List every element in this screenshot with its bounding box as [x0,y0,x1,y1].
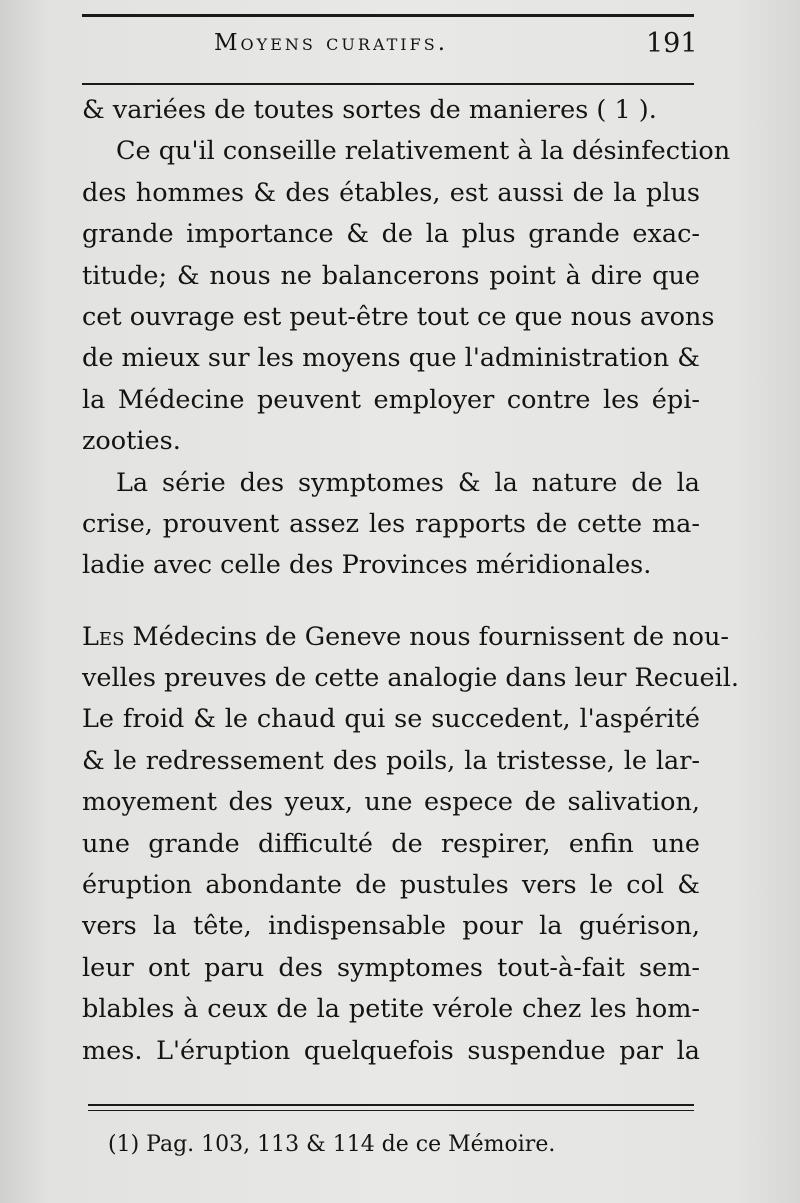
text-line: & le redressement des poils, la tristesse, le lar- [82,745,700,776]
footnote-rule [88,1104,694,1106]
text-line: de mieux sur les moyens que l'administration & [82,343,701,374]
footnote-rule-thin [88,1110,694,1111]
text-line: Ce qu'il conseille relativement à la désinfection [116,136,731,167]
text-line: zooties. [82,426,181,457]
text-line: éruption abondante de pustules vers le col & [82,870,700,901]
text-line: la Médecine peuvent employer contre les épi- [82,384,700,415]
text-line: & variées de toutes sortes de manieres ( 1 ). [82,95,657,125]
small-caps-lead: Les [82,621,125,652]
header-rule-bottom [82,83,694,85]
text-line: velles preuves de cette analogie dans leur Recueil. [82,663,740,694]
body-text [82,90,740,1072]
text-line: vers la tête, indispensable pour la guérison, [82,911,700,942]
text-line: leur ont paru des symptomes tout-à-fait sem- [82,952,700,983]
text-line: blables à ceux de la petite vérole chez les hom- [82,994,700,1025]
text-line: cet ouvrage est peut-être tout ce que nous avons [82,301,715,332]
text-line: La série des symptomes & la nature de la [116,467,700,498]
text-line-rest: Médecins de Geneve nous fournissent de nou- [124,621,730,652]
text-line: grande importance & de la plus grande exac- [82,219,700,250]
footnote: (1) Pag. 103, 113 & 114 de ce Mémoire. [108,1132,556,1157]
text-line: titude; & nous ne balancerons point à dire que [82,260,700,291]
page-number: 191 [646,28,698,59]
text-line: ladie avec celle des Provinces méridionales. [82,550,652,581]
text-line: mes. L'éruption quelquefois suspendue par la [82,1035,700,1066]
text-line: crise, prouvent assez les rapports de cette ma- [82,508,700,539]
header-rule-top [82,14,694,17]
text-line [82,617,730,658]
running-head: Moyens curatifs. [214,30,449,56]
text-line: des hommes & des étables, est aussi de la plus [82,177,700,208]
text-line: Le froid & le chaud qui se succedent, l'aspérité [82,704,700,735]
paragraph-gap [82,587,700,617]
text-line: une grande difficulté de respirer, enfin une [82,828,700,859]
text-line: moyement des yeux, une espece de salivation, [82,787,700,818]
